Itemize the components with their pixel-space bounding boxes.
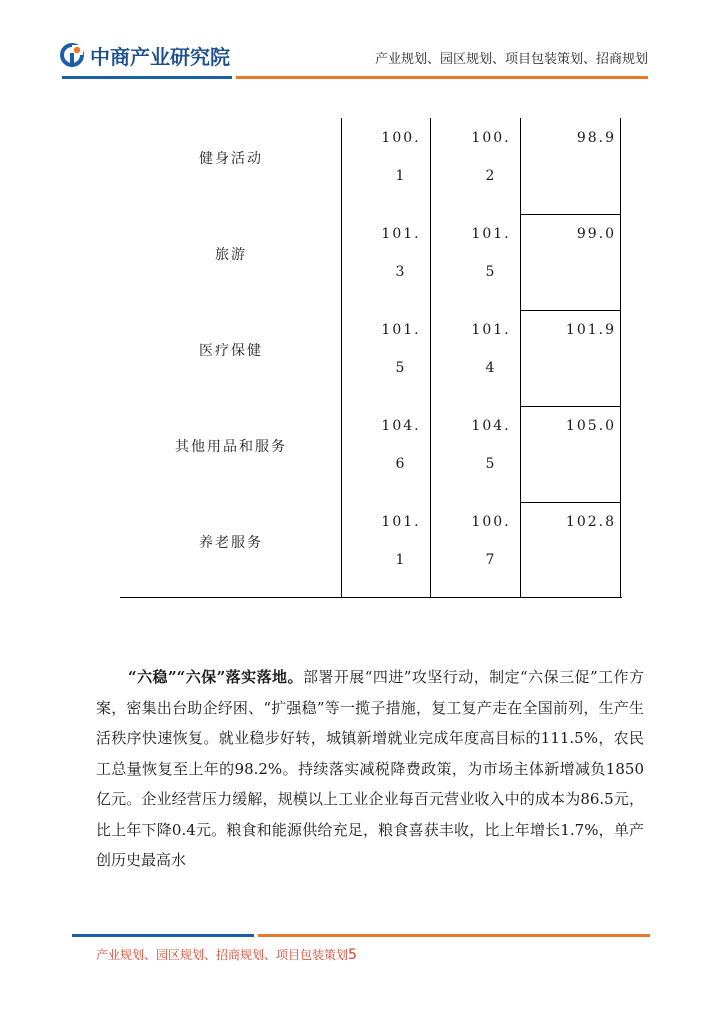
table-hline (520, 502, 621, 503)
cell-b-top: 101. (471, 226, 511, 242)
header-tagline: 产业规划、园区规划、项目包装策划、招商规划 (374, 52, 648, 67)
row-label: 健身活动 (199, 151, 263, 167)
cell-b-bottom: 5 (485, 264, 497, 280)
logo-text: 中商产业研究院 (90, 44, 230, 69)
table-vline (620, 118, 621, 598)
row-label: 养老服务 (199, 535, 263, 551)
page-number: 5 (348, 947, 357, 963)
paragraph-body: 部署开展“四进”攻坚行动，制定“六保三促”工作方案，密集出台助企纾困、“扩强稳”等一揽子措施，复工复产走在全国前列，生产生活秩序快速恢复。就业稳步好转，城镇新增就业完成年度高目标的111.5%，农民工总量恢复至上年的98.2%。持续落实减税降费政策，为市场主体新增减负1850亿元。企业经营压力缓解，规模以上工业企业每百元营业收入中的成本为86.5元，比上年下降0.4元。粮食和能源供给充足，粮食喜获丰收，比上年增长1.7%，单产创历史最高水 (96, 668, 644, 869)
cell-c: 101.9 (565, 322, 616, 338)
cell-a-top: 100. (381, 130, 421, 146)
cell-a-bottom: 1 (395, 168, 407, 184)
cell-a-top: 101. (381, 514, 421, 530)
cell-a-bottom: 5 (395, 360, 407, 376)
cell-b-top: 100. (471, 514, 511, 530)
row-label: 旅游 (215, 247, 247, 263)
logo-icon (60, 43, 84, 67)
cell-c: 102.8 (565, 514, 616, 530)
cell-b-top: 100. (471, 130, 511, 146)
cell-a-top: 101. (381, 226, 421, 242)
data-table (120, 118, 622, 598)
row-label: 其他用品和服务 (175, 439, 287, 455)
footer-rule-orange (258, 934, 650, 937)
table-hline (520, 214, 621, 215)
logo (60, 40, 230, 70)
cell-b-top: 104. (471, 418, 511, 434)
table-hline (520, 310, 621, 311)
cell-b-bottom: 7 (485, 552, 497, 568)
table-bottom-rule (120, 597, 622, 598)
table-hline (520, 406, 621, 407)
cell-a-bottom: 1 (395, 552, 407, 568)
paragraph-lead: “六稳”“六保”落实落地。 (128, 668, 303, 686)
row-label: 医疗保健 (199, 343, 263, 359)
cell-b-bottom: 4 (485, 360, 497, 376)
header-rule-blue (62, 76, 232, 79)
cell-c: 105.0 (565, 418, 616, 434)
body-paragraph (96, 662, 644, 876)
footer (96, 946, 357, 963)
cell-b-bottom: 2 (485, 168, 497, 184)
cell-c: 98.9 (576, 130, 616, 146)
footer-rule-blue (72, 934, 254, 937)
cell-a-top: 101. (381, 322, 421, 338)
cell-b-top: 101. (471, 322, 511, 338)
cell-a-bottom: 3 (395, 264, 407, 280)
table-vline (430, 118, 431, 598)
cell-a-top: 104. (381, 418, 421, 434)
header-rule-orange (236, 76, 648, 79)
cell-a-bottom: 6 (395, 456, 407, 472)
footer-text: 产业规划、园区规划、招商规划、项目包装策划 (96, 948, 349, 962)
cell-c: 99.0 (576, 226, 616, 242)
cell-b-bottom: 5 (485, 456, 497, 472)
